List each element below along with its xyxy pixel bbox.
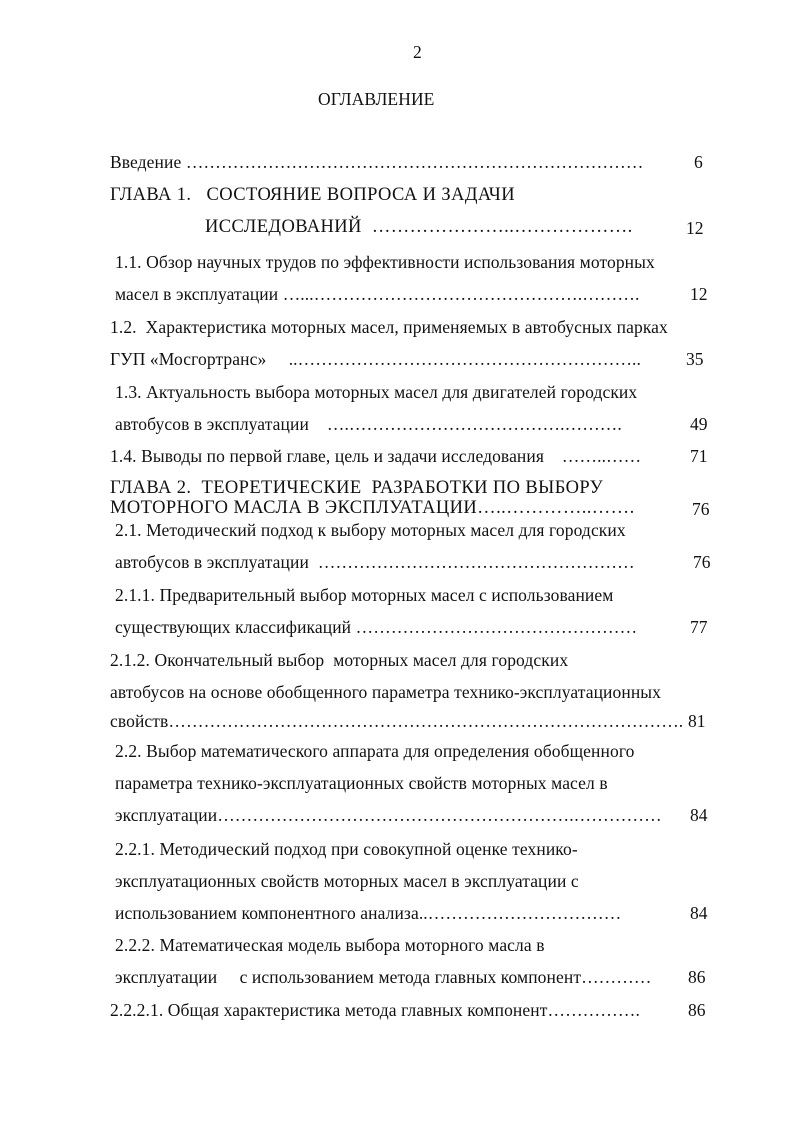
toc-entry-2-2-1-cont[interactable]: эксплуатационных свойств моторных масел в эксплуатации с [115,871,579,891]
toc-entry-2-2-1-cont2[interactable]: использованием компонентного анализа..…………………………… [115,903,622,923]
toc-entry-1-1-cont[interactable]: масел в эксплуатации …...……………………………………….………. [115,284,640,304]
toc-entry-2-2[interactable]: 2.2. Выбор математического аппарата для определения обобщенного [115,741,635,761]
toc-entry-1-3[interactable]: 1.3. Актуальность выбора моторных масел для двигателей городских [115,382,638,402]
toc-entry-2-1-2[interactable]: 2.1.2. Окончательный выбор моторных масел для городских [110,650,569,670]
toc-entry-1-2[interactable]: 1.2. Характеристика моторных масел, применяемых в автобусных парках [110,317,668,337]
toc-entry-chapter-1-title-cont[interactable]: ИССЛЕДОВАНИЙ …………………..………………. [205,217,633,237]
toc-entry-chapter-2-title-cont[interactable]: МОТОРНОГО МАСЛА В ЭКСПЛУАТАЦИИ…..…………..……. [110,498,635,518]
toc-entry-chapter-2-title[interactable]: ГЛАВА 2. ТЕОРЕТИЧЕСКИЕ РАЗРАБОТКИ ПО ВЫБОРУ [110,478,604,498]
toc-entry-2-2-cont2[interactable]: эксплуатации…………………………………………………….…………… [115,805,662,825]
toc-entry-intro[interactable]: Введение …………………………………………………………………… [110,152,644,172]
toc-entry-2-2-1[interactable]: 2.2.1. Методический подход при совокупной оценке технико- [115,839,578,859]
toc-page-1-2: 35 [686,349,704,369]
toc-entry-2-1-cont[interactable]: автобусов в эксплуатации ……………………………………………… [115,552,635,572]
toc-entry-chapter-1-title[interactable]: ГЛАВА 1. СОСТОЯНИЕ ВОПРОСА И ЗАДАЧИ [110,185,515,205]
toc-heading: ОГЛАВЛЕНИЕ [318,89,435,109]
toc-entry-2-1-1-cont[interactable]: существующих классификаций ………………………………………… [115,617,638,637]
toc-entry-1-3-cont[interactable]: автобусов в эксплуатации ….……………………………….………. [115,414,622,434]
toc-entry-2-1-2-cont2[interactable]: свойств……………………………………………………………………………. [110,711,684,731]
toc-entry-2-1-2-cont[interactable]: автобусов на основе обобщенного параметра технико-эксплуатационных [110,682,662,702]
toc-entry-2-2-cont[interactable]: параметра технико-эксплуатационных свойств моторных масел в [115,773,608,793]
toc-entry-2-2-2-1[interactable]: 2.2.2.1. Общая характеристика метода главных компонент……………. [110,1000,640,1020]
toc-entry-2-2-2[interactable]: 2.2.2. Математическая модель выбора моторного масла в [115,935,545,955]
toc-page-intro: 6 [694,152,703,172]
page-number: 2 [413,42,422,62]
toc-entry-1-2-cont[interactable]: ГУП «Мосгортранс» ..………………………………………………….. [110,349,641,369]
toc-page-2-2: 84 [690,805,708,825]
toc-page-2-2-1: 84 [690,903,708,923]
toc-entry-1-1[interactable]: 1.1. Обзор научных трудов по эффективности использования моторных [115,252,655,272]
toc-page-2-1: 76 [693,552,711,572]
toc-page-2-2-2: 86 [688,967,706,987]
toc-page-2-1-2: 81 [688,711,706,731]
toc-page-chapter-1: 12 [686,218,704,238]
toc-entry-2-1-1[interactable]: 2.1.1. Предварительный выбор моторных масел с использованием [115,585,614,605]
toc-page-1-3: 49 [690,414,708,434]
toc-entry-2-1[interactable]: 2.1. Методический подход к выбору моторных масел для городских [115,520,626,540]
toc-page-1-4: 71 [690,446,708,466]
toc-page-1-1: 12 [690,284,708,304]
toc-page-2-2-2-1: 86 [688,1000,706,1020]
toc-entry-1-4[interactable]: 1.4. Выводы по первой главе, цель и задачи исследования ……..…… [110,446,642,466]
toc-entry-2-2-2-cont[interactable]: эксплуатации с использованием метода главных компонент………… [115,967,652,987]
toc-page-chapter-2: 76 [692,499,710,519]
toc-page-2-1-1: 77 [690,617,708,637]
